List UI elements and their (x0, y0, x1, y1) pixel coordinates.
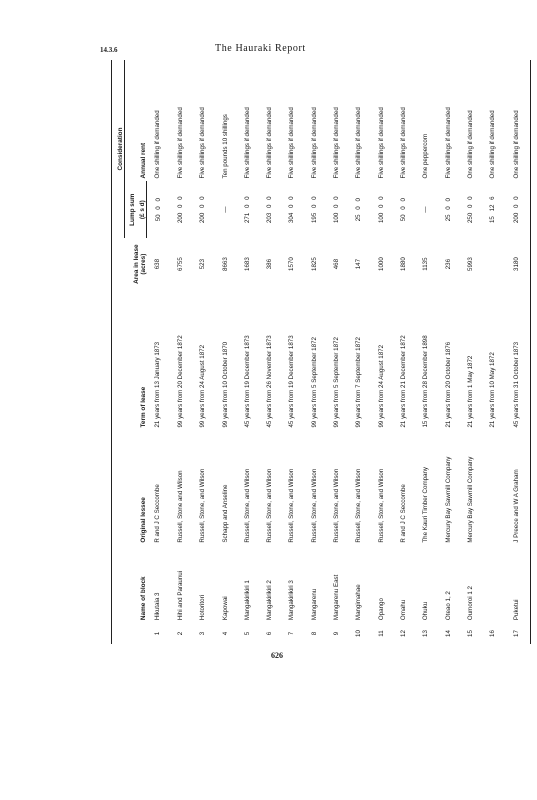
table-row (392, 60, 414, 644)
original-lessee-cell: Russell, Stone, and Wilson (377, 468, 385, 543)
row-number-cell: 5 (243, 631, 251, 636)
original-lessee-cell: Russell, Stone, and Wilson (199, 468, 207, 543)
annual-rent-cell: Five shillings if demanded (444, 107, 452, 179)
area-acres-cell: 236 (444, 258, 452, 270)
original-lessee-cell: Russell, Stone and Wilson (176, 470, 184, 543)
annual-rent-cell: One shilling if demanded (489, 110, 497, 179)
area-acres-cell: 1683 (243, 257, 251, 271)
row-number-cell: 10 (355, 630, 363, 637)
row-number-cell: 16 (489, 630, 497, 637)
original-lessee-cell: Russell, Stone, and Wilson (333, 468, 341, 543)
block-name-cell: Oumoroi 1 2 (466, 586, 474, 621)
original-lessee-cell: The Kauri Timber Company (422, 466, 430, 543)
original-lessee-cell: R and J C Seccombe (154, 484, 162, 543)
original-lessee-cell: J Preece and W A Graham (504, 431, 531, 546)
lump-sum-cell: 25 0 0 (444, 198, 452, 222)
block-name-cell: Mangarenu (310, 588, 318, 621)
col-header-term: Term of lease (112, 290, 147, 430)
table-row (481, 60, 503, 644)
block-name-cell: Mangimahae (355, 584, 363, 621)
lease-term-cell: 99 years from 24 August 1872 (377, 344, 385, 428)
original-lessee-cell: Russell, Stone, and Wilson (310, 468, 318, 543)
lump-sum-cell: — (422, 206, 430, 213)
area-acres-cell: 1135 (422, 257, 430, 271)
lump-sum-cell: 100 0 0 (377, 196, 385, 224)
lump-sum-cell: 50 0 0 (154, 198, 162, 222)
annual-rent-cell: Five shillings if demanded (266, 107, 274, 179)
row-number-cell: 15 (466, 630, 474, 637)
lump-sum-cell: 200 0 0 (504, 181, 531, 238)
col-header-area (112, 238, 147, 290)
area-acres-cell: 1880 (399, 257, 407, 271)
col-header-lessee: Original lessee (112, 431, 147, 546)
area-acres-cell: 6755 (176, 257, 184, 271)
area-acres-cell: 1000 (377, 257, 385, 271)
table-row (370, 60, 392, 644)
lease-term-cell: 21 years from 1 May 1872 (466, 355, 474, 428)
lump-sum-cell: 15 12 6 (489, 196, 497, 224)
running-head: The Hauraki Report (215, 43, 306, 54)
lump-sum-cell: 304 0 0 (288, 196, 296, 224)
block-name-cell: Puketui (504, 546, 531, 623)
block-name-cell: Hotoritori (199, 594, 207, 621)
block-name-cell: Mangakirikiri 3 (288, 580, 296, 621)
lease-term-cell: 99 years from 10 October 1870 (221, 341, 229, 428)
table-row (325, 60, 347, 644)
col-header-lump: Lump sum (129, 193, 136, 226)
lump-sum-cell: 100 0 0 (333, 196, 341, 224)
annual-rent-cell: Five shillings if demanded (310, 107, 318, 179)
lease-term-cell: 21 years from 13 January 1873 (154, 341, 162, 428)
table-row (258, 60, 280, 644)
lease-term-cell: 45 years from 19 December 1873 (243, 335, 251, 428)
lump-sum-cell: 50 0 0 (399, 198, 407, 222)
block-name-cell: Ohuku (422, 601, 430, 621)
table-row (504, 60, 531, 644)
table-row (459, 60, 481, 644)
table-row (192, 60, 214, 644)
row-number-cell: 2 (176, 631, 184, 636)
area-acres-cell: 638 (154, 258, 162, 270)
col-header-rent: Annual rent (139, 142, 147, 179)
section-number: 14.3.6 (100, 46, 118, 54)
row-number-cell: 3 (199, 631, 207, 636)
original-lessee-cell: R and J C Seccombe (399, 484, 407, 543)
area-acres-cell: 5993 (466, 257, 474, 271)
col-header-no (112, 623, 147, 644)
annual-rent-cell: One peppercorn (422, 133, 430, 179)
col-header-area-line2: (acres) (139, 253, 147, 275)
block-name-cell: Oteao 1, 2 (444, 591, 452, 621)
row-number-cell: 9 (333, 631, 341, 636)
lease-term-cell: 45 years from 31 October 1873 (504, 290, 531, 430)
original-lessee-cell: Mercury Bay Sawmill Company (444, 456, 452, 543)
annual-rent-cell: Five shillings if demanded (243, 107, 251, 179)
area-acres-cell (481, 238, 503, 290)
annual-rent-cell: One shilling if demanded (154, 110, 162, 179)
lease-term-cell: 45 years from 26 November 1873 (266, 335, 274, 428)
page-number: 626 (271, 651, 283, 660)
table-row (281, 60, 303, 644)
block-name-cell: Opango (377, 598, 385, 621)
original-lessee-cell: Russell, Stone, and Wilson (355, 468, 363, 543)
area-acres-cell: 468 (333, 258, 341, 270)
area-acres-cell: 523 (199, 258, 207, 270)
area-acres-cell: 3180 (504, 238, 531, 290)
lease-term-cell: 21 years from 21 December 1872 (399, 335, 407, 428)
block-name-cell: Mangakirikiri 1 (243, 580, 251, 621)
lump-sum-cell: — (221, 206, 229, 213)
row-number-cell: 8 (310, 631, 318, 636)
original-lessee-cell (481, 431, 503, 546)
annual-rent-cell: Five shillings if demanded (288, 107, 296, 179)
lease-term-cell: 99 years from 20 December 1872 (176, 335, 184, 428)
original-lessee-cell: Schapp and Anseline (221, 484, 229, 543)
col-header-lump-units: (£ s d) (136, 181, 147, 238)
row-number-cell: 12 (399, 630, 407, 637)
row-number-cell: 11 (377, 630, 385, 637)
block-name-cell: Mangakirikiri 2 (266, 580, 274, 621)
block-name-cell: Mangarenu East (333, 574, 341, 621)
lease-term-cell: 99 years from 7 September 1872 (355, 337, 363, 428)
annual-rent-cell: One shilling if demanded (466, 110, 474, 179)
lease-term-cell: 99 years from 5 September 1872 (333, 337, 341, 428)
area-acres-cell: 386 (266, 258, 274, 270)
lease-term-cell: 21 years from 20 October 1876 (444, 341, 452, 428)
lump-sum-cell: 271 0 0 (243, 196, 251, 224)
original-lessee-cell: Mercury Bay Sawmill Company (466, 456, 474, 543)
annual-rent-cell: Five shillings if demanded (377, 107, 385, 179)
lump-sum-cell: 25 0 0 (355, 198, 363, 222)
table-row (303, 60, 325, 644)
annual-rent-cell: Five shillings if demanded (176, 107, 184, 179)
row-number-cell: 6 (266, 631, 274, 636)
lump-sum-cell: 250 0 0 (466, 196, 474, 224)
annual-rent-cell: Five shillings if demanded (199, 107, 207, 179)
row-number-cell: 4 (221, 631, 229, 636)
area-acres-cell: 8663 (221, 257, 229, 271)
lease-table-region (111, 60, 526, 644)
area-acres-cell: 1825 (310, 257, 318, 271)
row-number-cell: 1 (154, 631, 162, 636)
block-name-cell: Hihi and Paraunui (176, 570, 184, 621)
lease-term-cell: 45 years from 19 December 1873 (288, 335, 296, 428)
lease-term-cell: 21 years from 10 May 1872 (489, 352, 497, 428)
lease-table-body (147, 60, 531, 644)
lease-term-cell: 15 years from 28 December 1898 (422, 335, 430, 428)
annual-rent-cell: One shilling if demanded (504, 60, 531, 181)
table-row (437, 60, 459, 644)
lump-sum-cell: 195 0 0 (310, 196, 318, 224)
table-row (348, 60, 370, 644)
annual-rent-cell: Five shillings if demanded (399, 107, 407, 179)
lease-term-cell: 99 years from 24 August 1872 (199, 344, 207, 428)
col-header-name: Name of block (112, 546, 147, 623)
lease-term-cell: 99 years from 5 September 1872 (310, 337, 318, 428)
table-row (147, 60, 170, 644)
col-header-area-line1: Area in lease (132, 244, 140, 284)
row-number-cell: 17 (504, 623, 531, 644)
row-number-cell: 7 (288, 631, 296, 636)
lump-sum-cell: 200 0 0 (199, 196, 207, 224)
col-header-consideration: Consideration (112, 60, 125, 238)
lease-table (111, 60, 531, 644)
annual-rent-cell: Five shillings if demanded (333, 107, 341, 179)
table-row (236, 60, 258, 644)
table-row (214, 60, 236, 644)
original-lessee-cell: Russell, Stone, and Wilson (288, 468, 296, 543)
area-acres-cell: 1570 (288, 257, 296, 271)
table-row (169, 60, 191, 644)
rotated-table-wrapper (111, 60, 526, 644)
row-number-cell: 13 (422, 630, 430, 637)
original-lessee-cell: Russell, Stone, and Wilson (243, 468, 251, 543)
original-lessee-cell: Russell, Stone, and Wilson (266, 468, 274, 543)
area-acres-cell: 147 (355, 258, 363, 270)
lump-sum-cell: 203 0 0 (266, 196, 274, 224)
lump-sum-cell: 200 0 0 (176, 196, 184, 224)
row-number-cell: 14 (444, 630, 452, 637)
annual-rent-cell: Ten pounds 10 shillings (221, 114, 229, 179)
block-name-cell: Hikutaia 3 (154, 592, 162, 621)
block-name-cell: Kapowai (221, 596, 229, 621)
table-row (415, 60, 437, 644)
block-name-cell (481, 546, 503, 623)
block-name-cell: Omahu (399, 599, 407, 621)
annual-rent-cell: Five shillings if demanded (355, 107, 363, 179)
